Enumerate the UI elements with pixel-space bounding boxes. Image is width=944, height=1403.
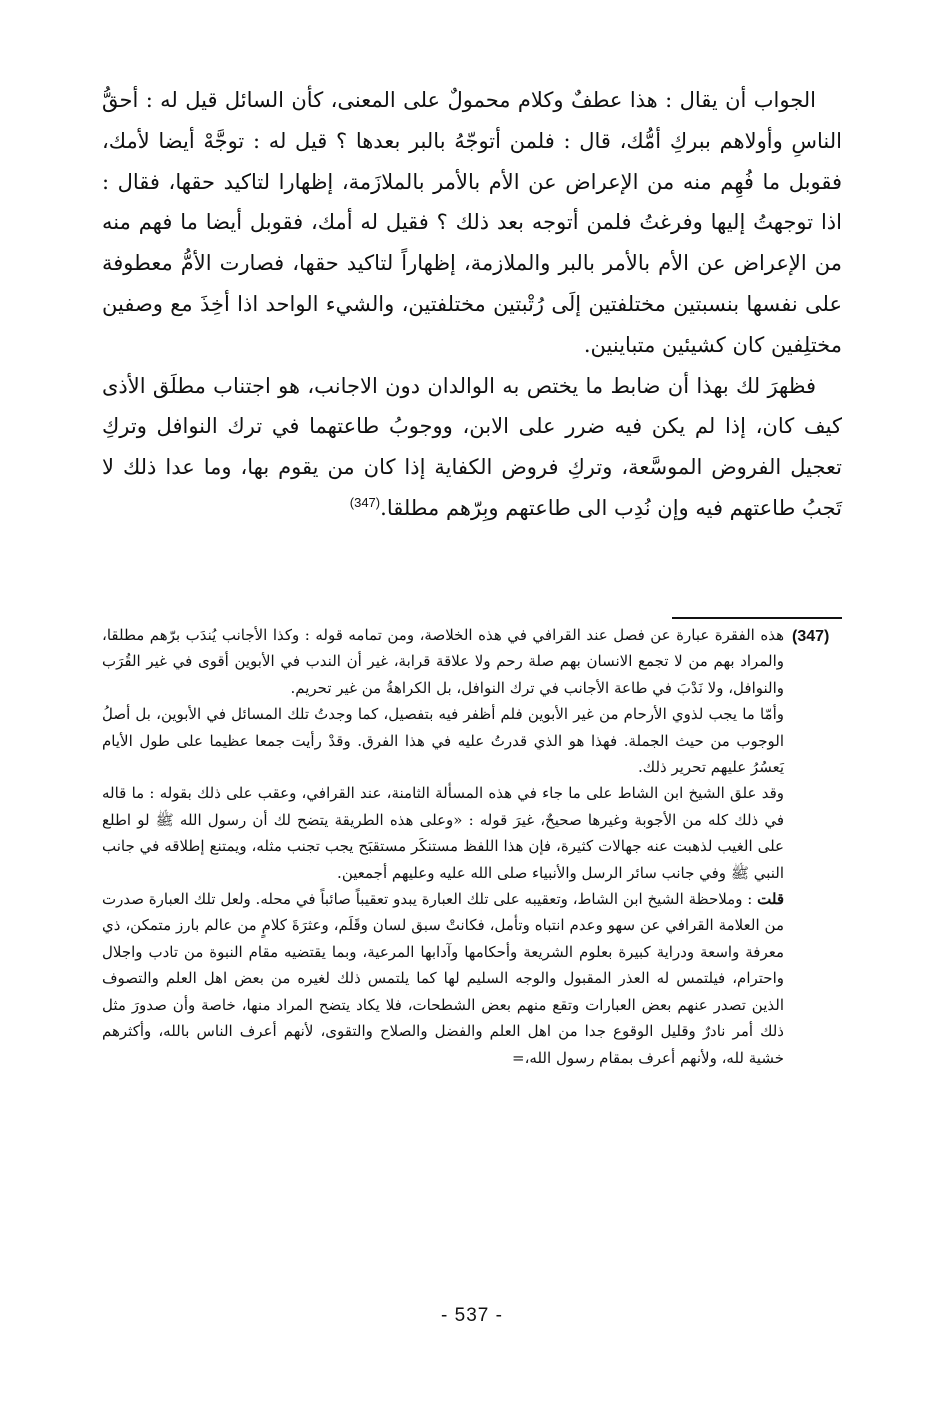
footnote-paragraph: وقد علق الشيخ ابن الشاط على ما جاء في هذه المسألة الثامنة، عند القرافي، وعقب على ذلك بقوله : ما قاله في ذلك كله من الأجوبة وغيرها صحيحٌ، غيرَ قوله : «وعلى هذه الطريقة يتضح لك أن رسول الله ﷺ لو اطلع على الغيب لذهبت عنه جهالات كثيرة، فإن هذا اللفظ مستنكَر مستقبَح يجب تجنب مثله، ويمتنع إطلاقه في جانب النبي ﷺ وفي جانب سائر الرسل والأنبياء صلى الله عليه وعليهم أجمعين.: [102, 784, 784, 882]
paragraph: [102, 80, 842, 366]
footnote-label: قلت: [757, 890, 784, 909]
page-number: - 537 -: [441, 1305, 503, 1326]
footnote-paragraph: هذه الفقرة عبارة عن فصل عند القرافي في هذه الخلاصة، ومن تمامه قوله : وكذا الأجانب يُندَب برّهم مطلقا، والمراد بهم من لا تجمع الانسان بهم صلة رحم ولا علاقة قرابة، غير أن الندب في الأبوين أقوى في غير القُرَب والنوافل، ولا نَدْبَ في طاعة الأجانب في ترك النوافل، بل الكراهةُ من غير تحريم.: [102, 626, 784, 697]
paragraph: [102, 366, 842, 529]
footnote-paragraph: [102, 886, 784, 1071]
main-text: [102, 80, 842, 529]
paragraph-text: فظهرَ لك بهذا أن ضابط ما يختص به الوالدان دون الاجانب، هو اجتناب مطلَق الأذى كيف كان، إذا لم يكن فيه ضرر على الابن، ووجوبُ طاعتهما في ترك النوافل وتركِ تعجيل الفروض الموسَّعة، وتركِ فروض الكفاية إذا كان من يقوم بها، وما عدا ذلك لا تَجبُ طاعتهم فيه وإن نُدِب الى طاعتهم وبِرّهم مطلقا.: [102, 373, 842, 520]
footnote-separator: [672, 617, 842, 619]
footnote-text: : وملاحظة الشيخ ابن الشاط، وتعقيبه على تلك العبارة يبدو تعقيباً صائباً في محله. ولعل تلك العبارة صدرت من العلامة القرافي عن سهو وعدم انتباه وتأمل، فكانتْ سبق لسان وقَلَم، وعثرَةَ كلامٍ من عالم بارز متمكن، ذي معرفة واسعة ودراية كبيرة بعلوم الشريعة وأحكامها وآدابها المرعية، وبما يقتضيه مقام النبوة من تادب واجلال واحترام، فيلتمس له العذر المقبول والوجه السليم لها كما يلتمس ذلك لغيره من بعض اهل العلم والتصوف الذين تصدر عنهم بعض العبارات وتقع منهم بعض الشطحات، فلا يكاد يتضح المراد منها، خاصة وأن صدورَ مثل ذلك أمر نادرٌ وقليل الوقوع جدا من اهل العلم والفضل والصلاح والتقوى، لأنهم أعرف الناس بالله، وأكثرهم خشية لله، ولأنهم أعرف بمقام رسول الله،=: [102, 890, 784, 1067]
footnote-reference: (347): [349, 494, 381, 510]
footnote-paragraph: وأمّا ما يجب لذوي الأرحام من غير الأبوين فلم أظفر فيه بتفصيل، كما وجدتُ تلك المسائل في الأبوين، بل أصلُ الوجوب من حيث الجملة. فهذا هو الذي قدرتُ عليه في هذا الفرق. وقدْ رأيت جمعا عظيما على طول الأيام يَعسُرُ عليهم تحرير ذلك.: [102, 705, 784, 777]
footnote-body: [102, 622, 784, 1071]
footnote-marker: (347): [792, 628, 830, 645]
paragraph-text: الجواب أن يقال : هذا عطفٌ وكلام محمولٌ على المعنى، كأن السائل قيل له : أحقُّ الناسِ وأولاهم ببركِ أمُّك، قال : فلمن أتوجّهُ بالبر بعدها ؟ قيل له : توجَّهْ أيضا لأمك، فقوبل ما فُهِم منه من الإعراض عن الأم بالأمر بالملازَمة، إظهارا لتاكيد حقها، فقال : اذا توجهتُ إليها وفرغتُ فلمن أتوجه بعد ذلك ؟ فقيل له أمك، فقوبل أيضا ما فهم منه من الإعراض عن الأم بالأمر بالبر والملازمة، إظهاراً لتاكيد حقها، فصارت الأمُّ معطوفة على نفسها بنسبتين مختلفتين إلَى رُتْبتين مختلفتين، والشيء الواحد اذا أخِذَ مع وصفين مختلِفين كان كشيئين متباينين.: [102, 88, 842, 357]
